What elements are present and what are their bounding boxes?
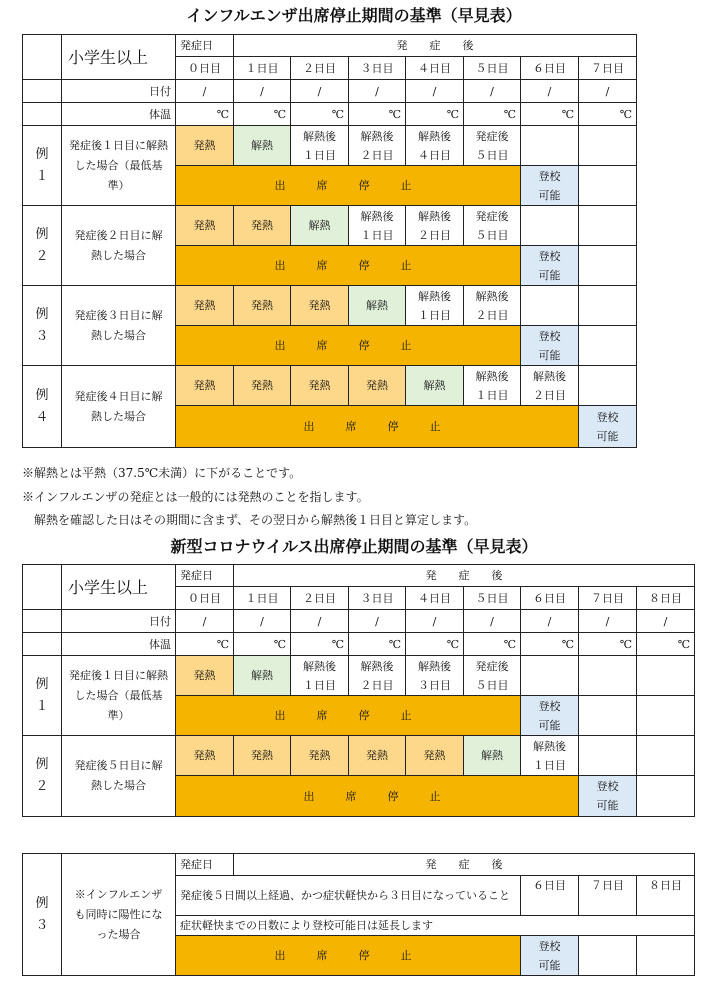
temp-cell[interactable]: ℃ (521, 633, 579, 656)
after-recovery-cell: 解熱後３日目 (406, 656, 464, 696)
date-cell[interactable]: / (176, 610, 234, 633)
after-recovery-cell: 解熱後２日目 (349, 656, 406, 696)
day-header: ４日目 (406, 57, 464, 80)
fever-cell: 発熱 (176, 286, 234, 326)
influenza-table (22, 34, 637, 448)
fever-cell: 発熱 (234, 206, 291, 246)
temp-cell[interactable]: ℃ (176, 633, 234, 656)
fever-cell: 発熱 (176, 126, 234, 166)
note-line: ※インフルエンザの発症とは一般的には発熱のことを指します。 (22, 490, 369, 504)
example-description: 発症後１日目に解熱した場合（最低基準） (62, 656, 176, 736)
example-description: 発症後５日目に解熱した場合 (62, 736, 176, 817)
school-ok-cell: 登校可能 (579, 776, 637, 817)
after-recovery-cell: 解熱後１日目 (291, 656, 349, 696)
day-header: ２日目 (291, 587, 349, 610)
date-cell[interactable]: / (521, 610, 579, 633)
temp-cell[interactable]: ℃ (521, 103, 579, 126)
onset-header: 発症日 (176, 565, 234, 587)
temp-cell[interactable]: ℃ (349, 103, 406, 126)
day-header: ６日目 (521, 587, 579, 610)
temp-cell[interactable]: ℃ (579, 103, 637, 126)
fever-cell: 発熱 (406, 736, 464, 776)
fever-cell: 発熱 (291, 736, 349, 776)
example-label: 例３ (23, 286, 62, 366)
temp-cell[interactable]: ℃ (291, 103, 349, 126)
day-header: ３日目 (349, 57, 406, 80)
fever-cell: 発熱 (291, 286, 349, 326)
after-recovery-cell: 解熱後１日目 (349, 206, 406, 246)
day-header: １日目 (234, 57, 291, 80)
date-cell[interactable]: / (521, 80, 579, 103)
covid-example3-table (22, 853, 695, 976)
fever-cell: 発熱 (291, 366, 349, 406)
school-ok-cell: 登校可能 (521, 936, 579, 976)
after-recovery-cell: 解熱後１日目 (521, 736, 579, 776)
example-label: 例３ (23, 854, 62, 976)
day-header: ６日目 (521, 57, 579, 80)
corner-cell (23, 35, 62, 80)
fever-cell: 発熱 (349, 736, 406, 776)
temp-label: 体温 (62, 103, 176, 126)
after-header: 発 症 後 (234, 35, 637, 57)
day-header: ４日目 (406, 587, 464, 610)
example-label: 例４ (23, 366, 62, 448)
group-label: 小学生以上 (62, 565, 176, 610)
example-description: 発症後１日目に解熱した場合（最低基準） (62, 126, 176, 206)
recovered-cell: 解熱 (349, 286, 406, 326)
attendance-stop-bar: 出 席 停 止 (176, 166, 521, 206)
condition-text: 発症後５日間以上経過、かつ症状軽快から３日目になっていること (176, 876, 521, 916)
fever-cell: 発熱 (234, 366, 291, 406)
temp-label: 体温 (62, 633, 176, 656)
school-ok-cell: 登校可能 (521, 696, 579, 736)
temp-cell[interactable]: ℃ (176, 103, 234, 126)
day-header: １日目 (234, 587, 291, 610)
day-header: ０日目 (176, 587, 234, 610)
after-recovery-cell: 解熱後１日目 (464, 366, 521, 406)
school-ok-cell: 登校可能 (521, 246, 579, 286)
after-recovery-cell: 解熱後２日目 (406, 206, 464, 246)
attendance-stop-bar: 出 席 停 止 (176, 326, 521, 366)
date-cell[interactable]: / (234, 610, 291, 633)
date-cell[interactable]: / (406, 610, 464, 633)
date-cell[interactable]: / (579, 610, 637, 633)
date-cell[interactable]: / (464, 610, 521, 633)
temp-cell[interactable]: ℃ (349, 633, 406, 656)
fever-cell: 発熱 (349, 366, 406, 406)
date-cell[interactable]: / (176, 80, 234, 103)
date-cell[interactable]: / (579, 80, 637, 103)
after-recovery-cell: 解熱後２日目 (464, 286, 521, 326)
note-line: ※解熱とは平熱（37.5℃未満）に下がることです。 (22, 466, 302, 480)
date-cell[interactable]: / (406, 80, 464, 103)
attendance-stop-bar: 出 席 停 止 (176, 776, 579, 817)
day-header: ７日目 (579, 876, 637, 916)
temp-cell[interactable]: ℃ (406, 633, 464, 656)
day-header: ８日目 (637, 876, 695, 916)
day-header: ８日目 (637, 587, 695, 610)
temp-cell[interactable]: ℃ (637, 633, 695, 656)
after-recovery-cell: 解熱後２日目 (349, 126, 406, 166)
after-recovery-cell: 解熱後１日目 (291, 126, 349, 166)
attendance-stop-bar: 出 席 停 止 (176, 936, 521, 976)
recovered-cell: 解熱 (234, 126, 291, 166)
temp-cell[interactable]: ℃ (234, 103, 291, 126)
example-label: 例１ (23, 126, 62, 206)
attendance-stop-bar: 出 席 停 止 (176, 696, 521, 736)
school-ok-cell: 登校可能 (579, 406, 637, 448)
recovered-cell: 解熱 (464, 736, 521, 776)
day-header: ５日目 (464, 587, 521, 610)
recovered-cell: 解熱 (291, 206, 349, 246)
date-label: 日付 (62, 80, 176, 103)
fever-cell: 発熱 (234, 286, 291, 326)
example-label: 例１ (23, 656, 62, 736)
temp-cell[interactable]: ℃ (464, 103, 521, 126)
after-header: 発 症 後 (234, 854, 695, 876)
onset-header: 発症日 (176, 854, 234, 876)
fever-cell: 発熱 (176, 366, 234, 406)
onset-header: 発症日 (176, 35, 234, 57)
temp-cell[interactable]: ℃ (291, 633, 349, 656)
temp-cell[interactable]: ℃ (406, 103, 464, 126)
example-description: 発症後４日目に解熱した場合 (62, 366, 176, 448)
date-cell[interactable]: / (637, 610, 695, 633)
day-header: ６日目 (521, 876, 579, 916)
school-ok-cell: 登校可能 (521, 326, 579, 366)
group-label: 小学生以上 (62, 35, 176, 80)
day-header: ２日目 (291, 57, 349, 80)
attendance-stop-bar: 出 席 停 止 (176, 246, 521, 286)
day-header: ５日目 (464, 57, 521, 80)
day-header: ３日目 (349, 587, 406, 610)
after-onset-cell: 発症後５日目 (464, 206, 521, 246)
date-label: 日付 (62, 610, 176, 633)
day-header: ７日目 (579, 57, 637, 80)
after-recovery-cell: 解熱後４日目 (406, 126, 464, 166)
recovered-cell: 解熱 (406, 366, 464, 406)
fever-cell: 発熱 (176, 656, 234, 696)
temp-cell[interactable]: ℃ (464, 633, 521, 656)
fever-cell: 発熱 (234, 736, 291, 776)
fever-cell: 発熱 (176, 736, 234, 776)
day-header: ０日目 (176, 57, 234, 80)
date-cell[interactable]: / (234, 80, 291, 103)
school-ok-cell: 登校可能 (521, 166, 579, 206)
example-label: 例２ (23, 206, 62, 286)
temp-cell[interactable]: ℃ (579, 633, 637, 656)
date-cell[interactable]: / (464, 80, 521, 103)
day-header: ７日目 (579, 587, 637, 610)
influenza-title: インフルエンザ出席停止期間の基準（早見表） (186, 6, 522, 25)
example-description: ※インフルエンザも同時に陽性になった場合 (62, 854, 176, 976)
after-recovery-cell: 解熱後２日目 (521, 366, 579, 406)
after-onset-cell: 発症後５日目 (464, 126, 521, 166)
covid-title: 新型コロナウイルス出席停止期間の基準（早見表） (170, 537, 538, 556)
after-recovery-cell: 解熱後１日目 (406, 286, 464, 326)
extension-note: 症状軽快までの日数により登校可能日は延長します (176, 916, 695, 936)
after-onset-cell: 発症後５日目 (464, 656, 521, 696)
attendance-stop-bar: 出 席 停 止 (176, 406, 579, 448)
note-line: 解熱を確認した日はその期間に含まず、その翌日から解熱後１日目と算定します。 (22, 513, 477, 527)
recovered-cell: 解熱 (234, 656, 291, 696)
example-label: 例２ (23, 736, 62, 817)
fever-cell: 発熱 (176, 206, 234, 246)
covid-table (22, 564, 695, 817)
date-cell[interactable]: / (291, 610, 349, 633)
temp-cell[interactable]: ℃ (234, 633, 291, 656)
date-cell[interactable]: / (349, 80, 406, 103)
date-cell[interactable]: / (349, 610, 406, 633)
example-description: 発症後２日目に解熱した場合 (62, 206, 176, 286)
example-description: 発症後３日目に解熱した場合 (62, 286, 176, 366)
after-header: 発 症 後 (234, 565, 695, 587)
date-cell[interactable]: / (291, 80, 349, 103)
corner-cell (23, 565, 62, 610)
